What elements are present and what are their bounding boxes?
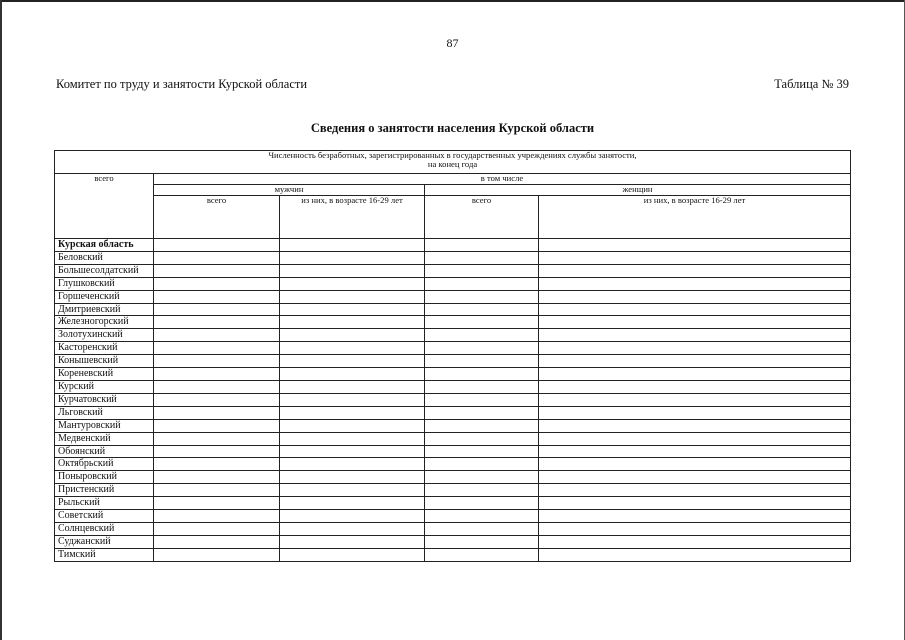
header-women-youth: из них, в возрасте 16-29 лет	[539, 196, 851, 239]
empty-cell	[425, 548, 539, 561]
region-name: Мантуровский	[55, 419, 154, 432]
empty-cell	[425, 535, 539, 548]
empty-cell	[154, 510, 280, 523]
empty-cell	[539, 497, 851, 510]
empty-cell	[539, 548, 851, 561]
scan-border-top	[0, 0, 905, 2]
empty-cell	[539, 316, 851, 329]
empty-cell	[154, 264, 280, 277]
table-row	[55, 535, 851, 548]
table-row	[55, 368, 851, 381]
table-row	[55, 355, 851, 368]
header-men: мужчин	[154, 185, 425, 196]
header-women-total: всего	[425, 196, 539, 239]
table-row	[55, 303, 851, 316]
empty-cell	[425, 329, 539, 342]
empty-cell	[154, 277, 280, 290]
table-row	[55, 251, 851, 264]
table-row	[55, 458, 851, 471]
table-row	[55, 497, 851, 510]
empty-cell	[280, 484, 425, 497]
region-name: Железногорский	[55, 316, 154, 329]
empty-cell	[539, 264, 851, 277]
empty-cell	[280, 303, 425, 316]
empty-cell	[154, 393, 280, 406]
empty-cell	[539, 484, 851, 497]
region-name: Рыльский	[55, 497, 154, 510]
region-name: Конышевский	[55, 355, 154, 368]
region-name: Октябрьский	[55, 458, 154, 471]
region-name: Льговский	[55, 406, 154, 419]
table-row	[55, 277, 851, 290]
table-row	[55, 264, 851, 277]
empty-cell	[280, 342, 425, 355]
empty-cell	[539, 277, 851, 290]
table-row	[55, 419, 851, 432]
empty-cell	[280, 368, 425, 381]
empty-cell	[539, 458, 851, 471]
empty-cell	[280, 471, 425, 484]
header-including: в том числе	[154, 174, 851, 185]
empty-cell	[425, 484, 539, 497]
table-row	[55, 342, 851, 355]
empty-cell	[539, 380, 851, 393]
empty-cell	[280, 290, 425, 303]
table-row	[55, 393, 851, 406]
region-name: Тимский	[55, 548, 154, 561]
empty-cell	[280, 380, 425, 393]
empty-cell	[539, 368, 851, 381]
header-men-total: всего	[154, 196, 280, 239]
empty-cell	[539, 329, 851, 342]
empty-cell	[280, 355, 425, 368]
empty-cell	[280, 522, 425, 535]
table-header-row-3	[55, 185, 851, 196]
empty-cell	[425, 406, 539, 419]
region-name: Советский	[55, 510, 154, 523]
statistics-table	[54, 150, 851, 562]
region-name: Суджанский	[55, 535, 154, 548]
empty-cell	[154, 458, 280, 471]
table-row	[55, 471, 851, 484]
empty-cell	[539, 510, 851, 523]
empty-cell	[425, 393, 539, 406]
document-title: Сведения о занятости населения Курской области	[310, 121, 595, 135]
header-unemployed-count	[55, 151, 851, 174]
table-row	[55, 445, 851, 458]
empty-cell	[425, 264, 539, 277]
empty-cell	[280, 329, 425, 342]
empty-cell	[425, 497, 539, 510]
region-name: Поныровский	[55, 471, 154, 484]
empty-cell	[539, 535, 851, 548]
empty-cell	[154, 355, 280, 368]
table-row	[55, 432, 851, 445]
region-name: Солнцевский	[55, 522, 154, 535]
empty-cell	[154, 239, 280, 252]
region-name: Пристенский	[55, 484, 154, 497]
empty-cell	[154, 548, 280, 561]
empty-cell	[539, 239, 851, 252]
empty-cell	[154, 522, 280, 535]
table-header-row-2	[55, 174, 851, 185]
table-row	[55, 406, 851, 419]
empty-cell	[154, 445, 280, 458]
empty-cell	[280, 406, 425, 419]
empty-cell	[280, 251, 425, 264]
empty-cell	[425, 290, 539, 303]
empty-cell	[539, 522, 851, 535]
table-row	[55, 510, 851, 523]
empty-cell	[425, 458, 539, 471]
empty-cell	[280, 419, 425, 432]
empty-cell	[154, 380, 280, 393]
empty-cell	[425, 251, 539, 264]
table-row	[55, 548, 851, 561]
table-row	[55, 239, 851, 252]
region-name: Беловский	[55, 251, 154, 264]
empty-cell	[154, 406, 280, 419]
page-number: 87	[446, 36, 459, 50]
empty-cell	[425, 471, 539, 484]
header-men-youth: из них, в возрасте 16-29 лет	[280, 196, 425, 239]
table-number: Таблица № 39	[774, 77, 849, 91]
empty-cell	[280, 277, 425, 290]
empty-cell	[425, 303, 539, 316]
empty-cell	[154, 316, 280, 329]
empty-cell	[539, 393, 851, 406]
empty-cell	[425, 368, 539, 381]
organization-name: Комитет по труду и занятости Курской области	[56, 77, 308, 91]
empty-cell	[280, 445, 425, 458]
empty-cell	[280, 239, 425, 252]
empty-cell	[154, 484, 280, 497]
empty-cell	[425, 342, 539, 355]
empty-cell	[425, 380, 539, 393]
empty-cell	[280, 316, 425, 329]
empty-cell	[539, 251, 851, 264]
header-main-line-1: Численность безработных, зарегистрированных в государственных учреждениях службы занятости,	[268, 150, 637, 160]
region-name: Большесолдатский	[55, 264, 154, 277]
empty-cell	[539, 445, 851, 458]
empty-cell	[539, 303, 851, 316]
table-row	[55, 290, 851, 303]
header-women: женщин	[425, 185, 851, 196]
empty-cell	[154, 471, 280, 484]
empty-cell	[425, 522, 539, 535]
region-name: Курская область	[55, 239, 154, 252]
empty-cell	[425, 239, 539, 252]
empty-cell	[154, 303, 280, 316]
empty-cell	[154, 329, 280, 342]
region-name: Курский	[55, 380, 154, 393]
region-name: Кореневский	[55, 368, 154, 381]
empty-cell	[280, 432, 425, 445]
empty-cell	[280, 393, 425, 406]
region-name: Горшеченский	[55, 290, 154, 303]
region-name: Дмитриевский	[55, 303, 154, 316]
empty-cell	[425, 419, 539, 432]
empty-cell	[539, 471, 851, 484]
empty-cell	[154, 432, 280, 445]
empty-cell	[539, 406, 851, 419]
region-name: Глушковский	[55, 277, 154, 290]
empty-cell	[539, 342, 851, 355]
empty-cell	[154, 497, 280, 510]
table-row	[55, 380, 851, 393]
empty-cell	[154, 419, 280, 432]
empty-cell	[539, 419, 851, 432]
empty-cell	[425, 432, 539, 445]
empty-cell	[280, 548, 425, 561]
header-total: всего	[55, 174, 154, 239]
region-rows	[55, 239, 851, 562]
region-name: Медвенский	[55, 432, 154, 445]
empty-cell	[280, 510, 425, 523]
empty-cell	[425, 277, 539, 290]
empty-cell	[539, 355, 851, 368]
empty-cell	[154, 535, 280, 548]
table-row	[55, 484, 851, 497]
table-row	[55, 329, 851, 342]
table-header-row-4	[55, 196, 851, 239]
region-name: Курчатовский	[55, 393, 154, 406]
empty-cell	[539, 432, 851, 445]
scan-border-left	[0, 0, 2, 640]
empty-cell	[154, 251, 280, 264]
table-row	[55, 522, 851, 535]
region-name: Золотухинский	[55, 329, 154, 342]
table-header-row-1	[55, 151, 851, 174]
empty-cell	[280, 497, 425, 510]
empty-cell	[280, 264, 425, 277]
empty-cell	[154, 290, 280, 303]
empty-cell	[154, 342, 280, 355]
empty-cell	[280, 458, 425, 471]
region-name: Обоянский	[55, 445, 154, 458]
empty-cell	[425, 355, 539, 368]
empty-cell	[280, 535, 425, 548]
header-main-line-2: на конец года	[427, 159, 478, 169]
empty-cell	[425, 510, 539, 523]
empty-cell	[425, 445, 539, 458]
region-name: Касторенский	[55, 342, 154, 355]
empty-cell	[425, 316, 539, 329]
empty-cell	[539, 290, 851, 303]
table-row	[55, 316, 851, 329]
empty-cell	[154, 368, 280, 381]
